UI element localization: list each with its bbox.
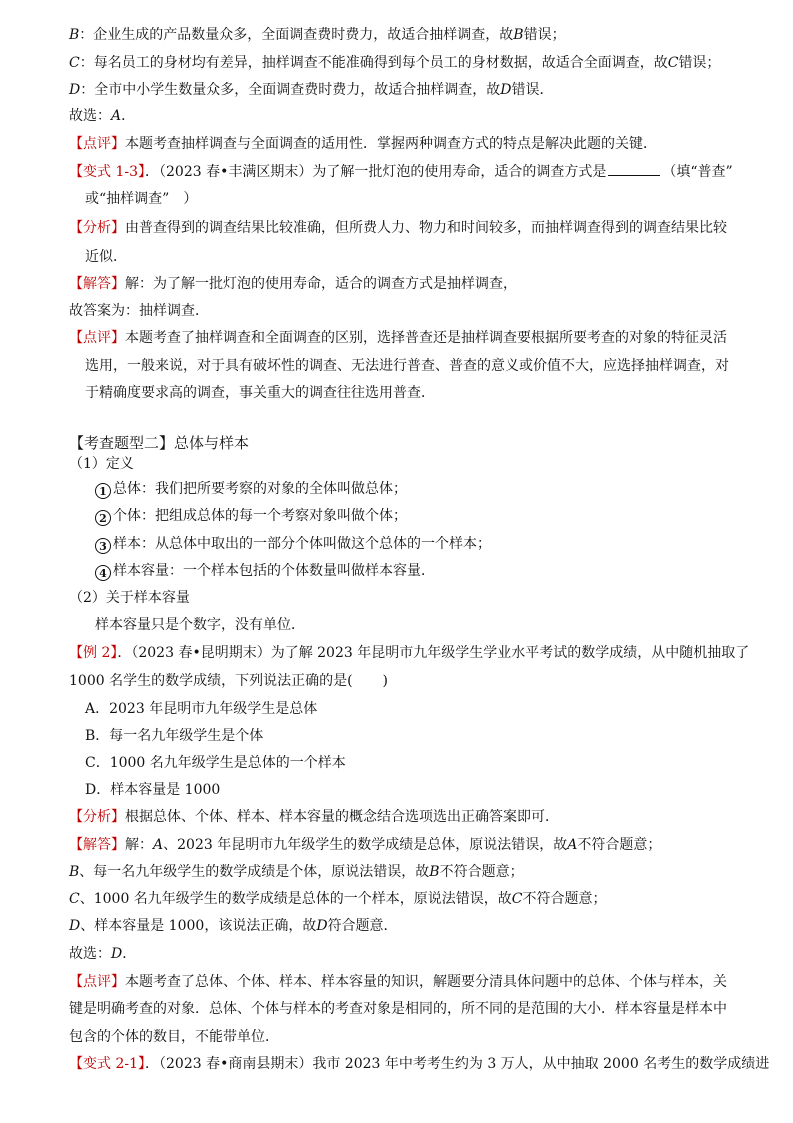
- section-tag: 【分析】: [69, 809, 125, 825]
- text-line: [69, 971, 749, 993]
- section-tag: 【例 2】: [69, 645, 118, 661]
- line-text: 、样本容量是 1000，该说法正确，故: [80, 918, 317, 934]
- text-line: [69, 52, 749, 74]
- option-letter: D: [69, 82, 81, 98]
- line-text: 错误；: [678, 55, 721, 71]
- text-line: [69, 1053, 770, 1075]
- text-line: [69, 327, 749, 349]
- circled-number: 3: [95, 538, 111, 554]
- option-letter: C: [511, 891, 523, 907]
- line-text: （填“普查”: [662, 164, 733, 180]
- circled-number: 1: [95, 483, 111, 499]
- line-text: ．（2023 春•丰满区期末）为了解一批灯泡的使用寿命，适合的调查方式是: [145, 164, 607, 180]
- text-line: [69, 670, 749, 692]
- section-tag: 【点评】: [69, 974, 125, 990]
- option-letter: B: [513, 27, 524, 43]
- option-letter: B: [69, 864, 80, 880]
- line-text: D．样本容量是 1000: [85, 782, 221, 798]
- line-text: 近似．: [85, 249, 127, 265]
- line-text: 样本容量只是个数字，没有单位．: [95, 617, 305, 633]
- text-line: [69, 300, 749, 322]
- line-text: 、1000 名九年级学生的数学成绩是总体的一个样本，原说法错误，故: [79, 891, 512, 907]
- list-item: [95, 505, 775, 527]
- line-text: 包含的个体的数目，不能带单位．: [69, 1029, 279, 1045]
- text-line: [69, 998, 749, 1020]
- line-text: 本题考查抽样调查与全面调查的适用性．掌握两种调查方式的特点是解决此题的关键．: [125, 136, 657, 152]
- line-text: 不符合题意；: [522, 891, 607, 907]
- option-letter: D: [500, 82, 512, 98]
- line-text: （2）关于样本容量: [69, 590, 190, 606]
- line-text: 不符合题意；: [577, 837, 662, 853]
- line-text: （1）定义: [69, 456, 134, 472]
- text-line: [69, 806, 749, 828]
- line-text: C．1000 名九年级学生是总体的一个样本: [85, 755, 346, 771]
- text-line: [69, 888, 749, 910]
- section-tag: 【点评】: [69, 136, 125, 152]
- answer-letter: D: [111, 946, 123, 962]
- text-line: [95, 614, 775, 636]
- text-line: [69, 160, 749, 182]
- option-letter: C: [667, 55, 679, 71]
- text-line: [69, 105, 749, 127]
- text-line: [69, 915, 749, 937]
- line-text: ．（2023 春•昆明期末）为了解 2023 年昆明市九年级学生学业水平考试的数学成绩，从中随机抽取了: [117, 645, 750, 661]
- line-text: 故选：: [69, 108, 111, 124]
- option-letter: B: [429, 864, 440, 880]
- option-letter: C: [69, 891, 80, 907]
- text-line: [69, 133, 749, 155]
- line-text: 本题考查了抽样调查和全面调查的区别，选择普查还是抽样调查要根据所要考查的对象的特征灵活: [125, 330, 727, 346]
- line-text: 1000 名学生的数学成绩，下列说法正确的是(: [69, 673, 353, 689]
- answer-blank: [608, 160, 660, 176]
- line-text: 于精确度要求高的调查，事关重大的调查往往选用普查．: [85, 385, 435, 401]
- section-tag: 【变式 2-1】: [69, 1056, 145, 1072]
- line-text: ．（2023 春•商南县期末）我市 2023 年中考考生约为 3 万人，从中抽取 2000 名考生的数学成绩进: [145, 1056, 770, 1072]
- line-text: 选用，一般来说，对于具有破坏性的调查、无法进行普查、普查的意义或价值不大，应选择抽样调查，对: [85, 358, 729, 374]
- line-text: 不符合题意；: [439, 864, 524, 880]
- text-line: [69, 1026, 749, 1048]
- line-text: 解：为了解一批灯泡的使用寿命，适合的调查方式是抽样调查，: [125, 276, 517, 292]
- line-text: ：全市中小学生数量众多，全面调查费时费力，故适合抽样调查，故: [80, 82, 501, 98]
- circled-number: 4: [95, 565, 111, 581]
- choice-option: [85, 725, 765, 747]
- list-item: [95, 478, 775, 500]
- choice-option: [85, 779, 765, 801]
- option-letter: A: [153, 837, 164, 853]
- text-line: [69, 453, 749, 475]
- line-text: ): [382, 673, 389, 689]
- line-text: ：企业生成的产品数量众多，全面调查费时费力，故适合抽样调查，故: [79, 27, 514, 43]
- option-letter: A: [567, 837, 578, 853]
- option-letter: C: [69, 55, 80, 71]
- line-text: 本题考查了总体、个体、样本、样本容量的知识，解题要分清具体问题中的总体、个体与样本，关: [125, 974, 727, 990]
- text-line: [69, 587, 749, 609]
- text-line: [69, 273, 749, 295]
- section-tag: 【点评】: [69, 330, 125, 346]
- text-line: [85, 382, 765, 404]
- text-line: [69, 79, 749, 101]
- text-line: [69, 24, 749, 46]
- text-line: [85, 246, 765, 268]
- section-heading: [69, 432, 749, 454]
- text-line: [69, 861, 749, 883]
- list-item: [95, 533, 775, 555]
- section-tag: 【分析】: [69, 220, 125, 236]
- text-line: [69, 834, 749, 856]
- section-tag: 【解答】: [69, 276, 125, 292]
- line-text: 、每一名九年级学生的数学成绩是个体，原说法错误，故: [79, 864, 430, 880]
- heading-text: 【考查题型二】总体与样本: [69, 434, 250, 452]
- line-text: B．每一名九年级学生是个体: [85, 728, 264, 744]
- line-text: 或“抽样调查” ）: [85, 191, 198, 207]
- circled-number: 2: [95, 510, 111, 526]
- line-text: 故答案为：抽样调查．: [69, 303, 209, 319]
- line-text: 个体：把组成总体的每一个考察对象叫做个体；: [113, 508, 407, 524]
- answer-letter: A: [111, 108, 122, 124]
- text-line: [69, 217, 749, 239]
- choice-option: [85, 698, 765, 720]
- text-line: [85, 188, 765, 210]
- text-line: [69, 642, 749, 664]
- line-text: ：每名员工的身材均有差异，抽样调查不能准确得到每个员工的身材数据，故适合全面调查，故: [79, 55, 668, 71]
- line-text: 符合题意．: [327, 918, 398, 934]
- list-item: [95, 560, 775, 582]
- option-letter: B: [69, 27, 80, 43]
- text-line: [69, 943, 749, 965]
- line-text: A．2023 年昆明市九年级学生是总体: [85, 701, 318, 717]
- line-text: 根据总体、个体、样本、样本容量的概念结合选项选出正确答案即可．: [125, 809, 559, 825]
- option-letter: D: [69, 918, 81, 934]
- line-text: 解：: [125, 837, 153, 853]
- line-text: 错误．: [511, 82, 554, 98]
- section-tag: 【解答】: [69, 837, 125, 853]
- line-text: ．: [121, 108, 136, 124]
- line-text: 样本容量：一个样本包括的个体数量叫做样本容量．: [113, 563, 435, 579]
- text-line: [85, 355, 765, 377]
- section-tag: 【变式 1-3】: [69, 164, 145, 180]
- line-text: 由普查得到的调查结果比较准确，但所费人力、物力和时间较多，而抽样调查得到的调查结果比较: [125, 220, 727, 236]
- line-text: 总体：我们把所要考察的对象的全体叫做总体；: [113, 481, 407, 497]
- line-text: 键是明确考查的对象．总体、个体与样本的考查对象是相同的，所不同的是范围的大小．样本容量是样本中: [69, 1001, 727, 1017]
- line-text: 故选：: [69, 946, 111, 962]
- choice-option: [85, 752, 765, 774]
- option-letter: D: [316, 918, 328, 934]
- line-text: ．: [122, 946, 137, 962]
- line-text: 错误；: [523, 27, 566, 43]
- line-text: 、2023 年昆明市九年级学生的数学成绩是总体，原说法错误，故: [163, 837, 568, 853]
- line-text: 样本：从总体中取出的一部分个体叫做这个总体的一个样本；: [113, 536, 491, 552]
